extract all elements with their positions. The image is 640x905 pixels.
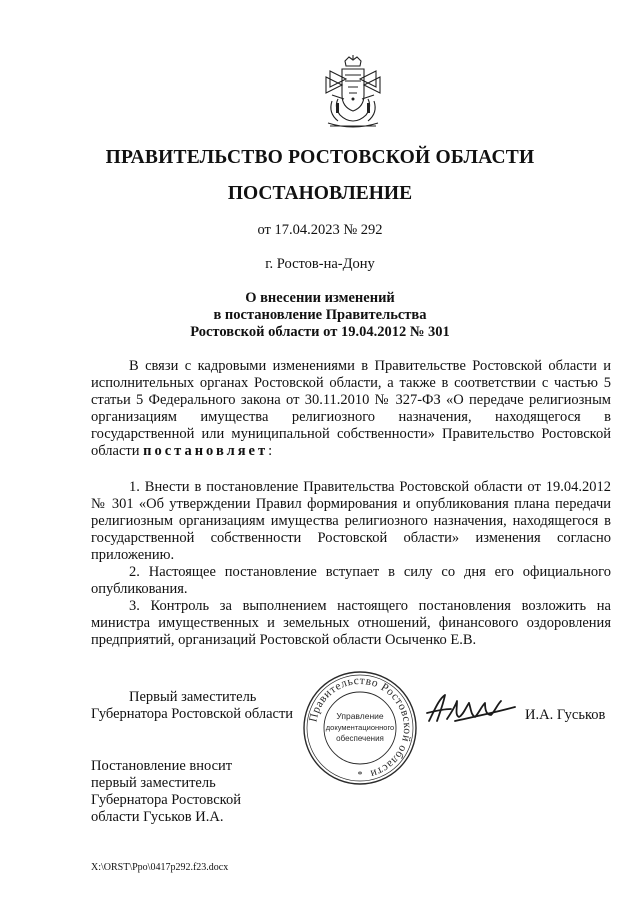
submitter-line-3: Губернатора Ростовской [91, 792, 241, 808]
position-line-2: Губернатора Ростовской области [91, 706, 294, 722]
document-type: ПОСТАНОВЛЕНИЕ [227, 183, 413, 204]
handwritten-signature [425, 687, 517, 729]
subject-block [0, 290, 640, 341]
items-block [91, 479, 611, 649]
official-stamp [302, 670, 418, 786]
preamble-end: : [268, 443, 273, 459]
position-line-1: Первый заместитель [129, 689, 257, 705]
stamp-center-line-3: обеспечения [336, 734, 384, 743]
stamp-center-line-1: Управление [336, 711, 384, 721]
submitter-line-4: области Гуськов И.А. [91, 809, 224, 825]
subject-line-1: О внесении изменений [245, 290, 395, 306]
coat-of-arms-icon [318, 55, 388, 131]
submitter-line-2: первый заместитель [91, 775, 216, 791]
file-path: X:\ORST\Ppo\0417p292.f23.docx [91, 862, 229, 873]
preamble [91, 358, 611, 460]
city: г. Ростов-на-Дону [265, 256, 375, 272]
signatory-position [91, 689, 293, 723]
signatory-name: И.А. Гуськов [525, 707, 606, 723]
subject-line-3: Ростовской области от 19.04.2012 № 301 [190, 324, 450, 340]
decree-word: постановляет [143, 443, 269, 459]
item-3: 3. Контроль за выполнением настоящего постановления возложить на министра имущественных и земельных отношений, финансового оздоровления предприятий, организаций Ростовской области Осыченко Е.В. [91, 598, 611, 648]
date-number: от 17.04.2023 № 292 [257, 222, 383, 238]
preamble-text: В связи с кадровыми изменениями в Правительстве Ростовской области и исполнительных органах Ростовской области, а также в соответствии с частью 5 статьи 5 Федерального закона от 30.11.2010 № 327-ФЗ «О передаче религиозным организациям имущества религиозного назначения, находящегося в государственной или муниципальной собственности» Правительство Ростовской области [91, 358, 611, 459]
stamp-ring-text: Правительство Ростовской области [307, 674, 414, 780]
organization-title: ПРАВИТЕЛЬСТВО РОСТОВСКОЙ ОБЛАСТИ [105, 147, 535, 168]
submitter-line-1: Постановление вносит [91, 758, 233, 774]
item-1: 1. Внести в постановление Правительства Ростовской области от 19.04.2012 № 301 «Об утверждении Правил формирования и опубликования плана передачи религиозным организациям имущества религиозного назначения, находящегося в государственной собственности Ростовской области» изменения согласно приложению. [91, 479, 611, 563]
subject-line-2: в постановление Правительства [213, 307, 427, 323]
submitter-block [91, 758, 241, 826]
item-2: 2. Настоящее постановление вступает в силу со дня его официального опубликования. [91, 564, 611, 597]
stamp-star: * [357, 770, 363, 781]
stamp-center-line-2: документационного [325, 723, 395, 732]
